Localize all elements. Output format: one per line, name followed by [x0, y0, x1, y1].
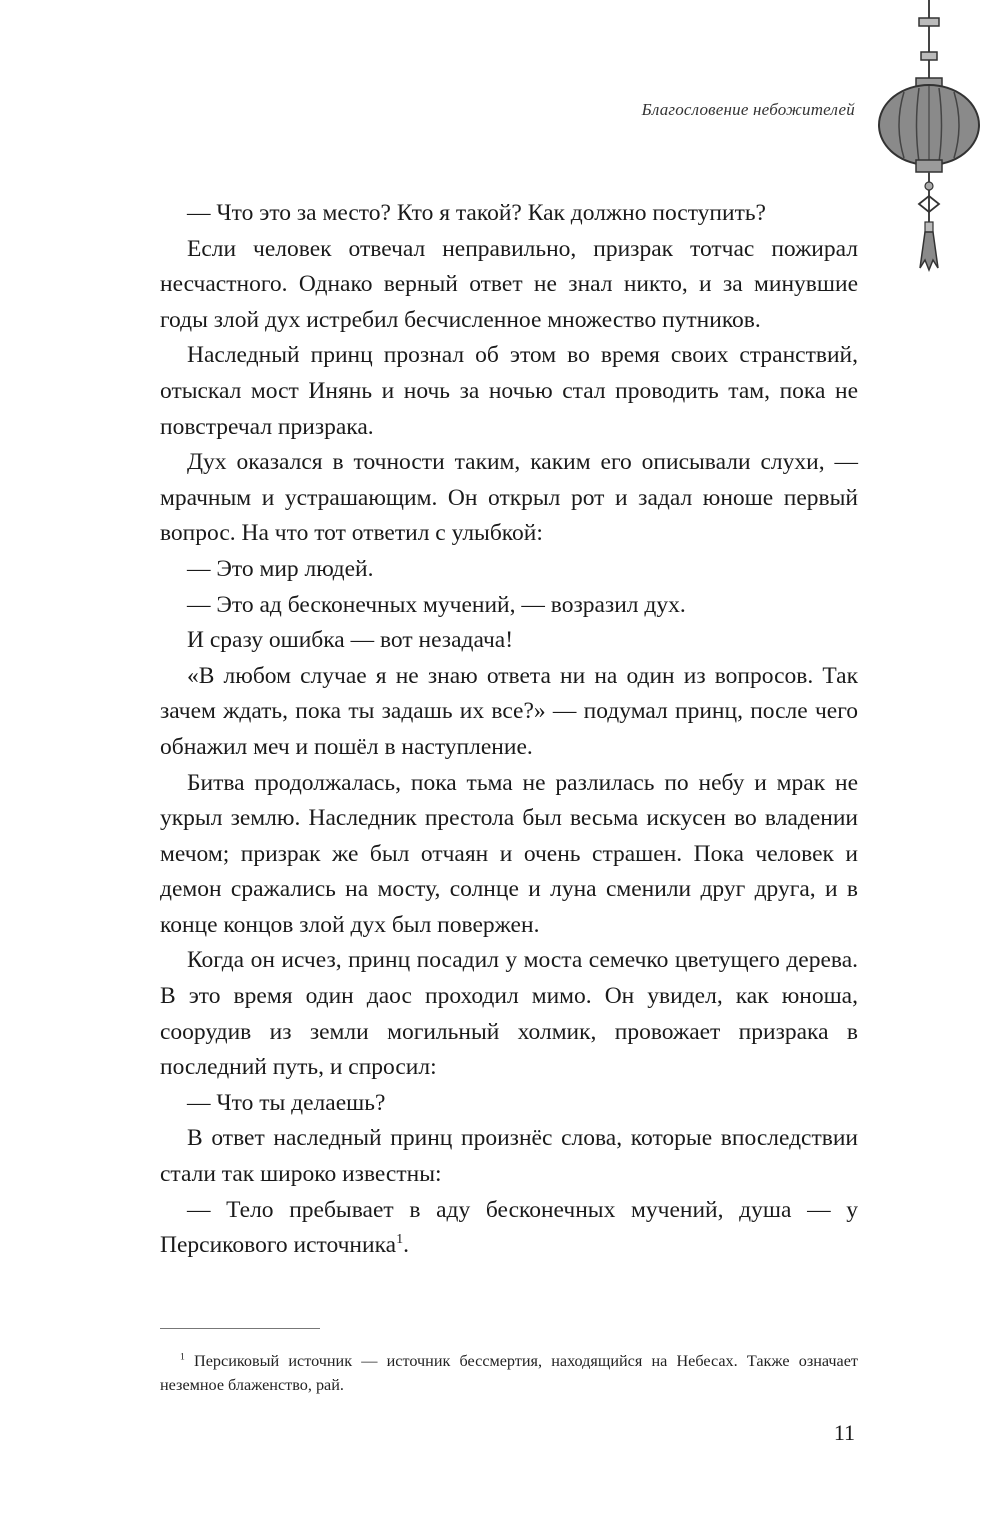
paragraph: — Это ад бесконечных мучений, — возразил дух.: [187, 591, 686, 618]
main-text: [160, 196, 858, 1264]
footnote: [160, 1349, 858, 1397]
paragraph: «В любом случае я не знаю ответа ни на один из вопросов. Так зачем ждать, пока ты задашь их все?» — подумал принц, после чего обнажил меч и пошёл в наступление.: [160, 662, 858, 760]
lantern-icon: [860, 0, 980, 280]
paragraph: Битва продолжалась, пока тьма не разлилась по небу и мрак не укрыл землю. Наследник престола был весьма искусен во владении мечом; призрак же был отчаян и очень страшен. Пока человек и демон сражались на мосту, солнце и луна сменили друг друга, и в конце концов злой дух был повержен.: [160, 769, 858, 938]
paragraph: — Это мир людей.: [187, 555, 374, 582]
paragraph-last: — Тело пребывает в аду бесконечных мучений, душа — у Персикового источника$^1$.: [160, 1196, 858, 1259]
paragraph-text: — Тело пребывает в аду бесконечных мучений, душа — у Персикового источника: [160, 1196, 858, 1259]
paragraph: — Что это за место? Кто я такой? Как должно поступить?: [187, 200, 766, 226]
paragraph: — Что ты делаешь?: [187, 1089, 386, 1116]
paragraph: Когда он исчез, принц посадил у моста семечко цветущего дерева. В это время один даос проходил мимо. Он увидел, как юноша, соорудив из земли могильный холмик, провожает призрака в последний путь, и спросил:: [160, 947, 858, 1081]
paragraph: И сразу ошибка — вот незадача!: [187, 627, 514, 654]
paragraph: Дух оказался в точности таким, каким его описывали слухи, — мрачным и устрашающим. Он открыл рот и задал юноше первый вопрос. На что тот ответил с улыбкой:: [160, 449, 858, 547]
footnote-reference[interactable]: 1: [396, 1231, 404, 1248]
running-head: Благословение небожителей: [641, 100, 855, 119]
footnote-text: Персиковый источник — источник бессмертия, находящийся на Небесах. Также означает неземное блаженство, рай.: [160, 1352, 859, 1394]
paragraph: Если человек отвечал неправильно, призрак тотчас пожирал несчастного. Однако верный ответ не знал никто, и за минувшие годы злой дух истребил бесчисленное множество путников.: [160, 235, 858, 333]
paragraph: В ответ наследный принц произнёс слова, которые впоследствии стали так широко известны:: [160, 1125, 858, 1188]
page-number: 11: [833, 1420, 855, 1445]
footnote-divider: [160, 1328, 320, 1329]
footnote-marker: 1: [180, 1351, 185, 1363]
paragraph: Наследный принц прознал об этом во время своих странствий, отыскал мост Инянь и ночь за ночью стал проводить там, пока не повстречал призрака.: [160, 342, 858, 440]
